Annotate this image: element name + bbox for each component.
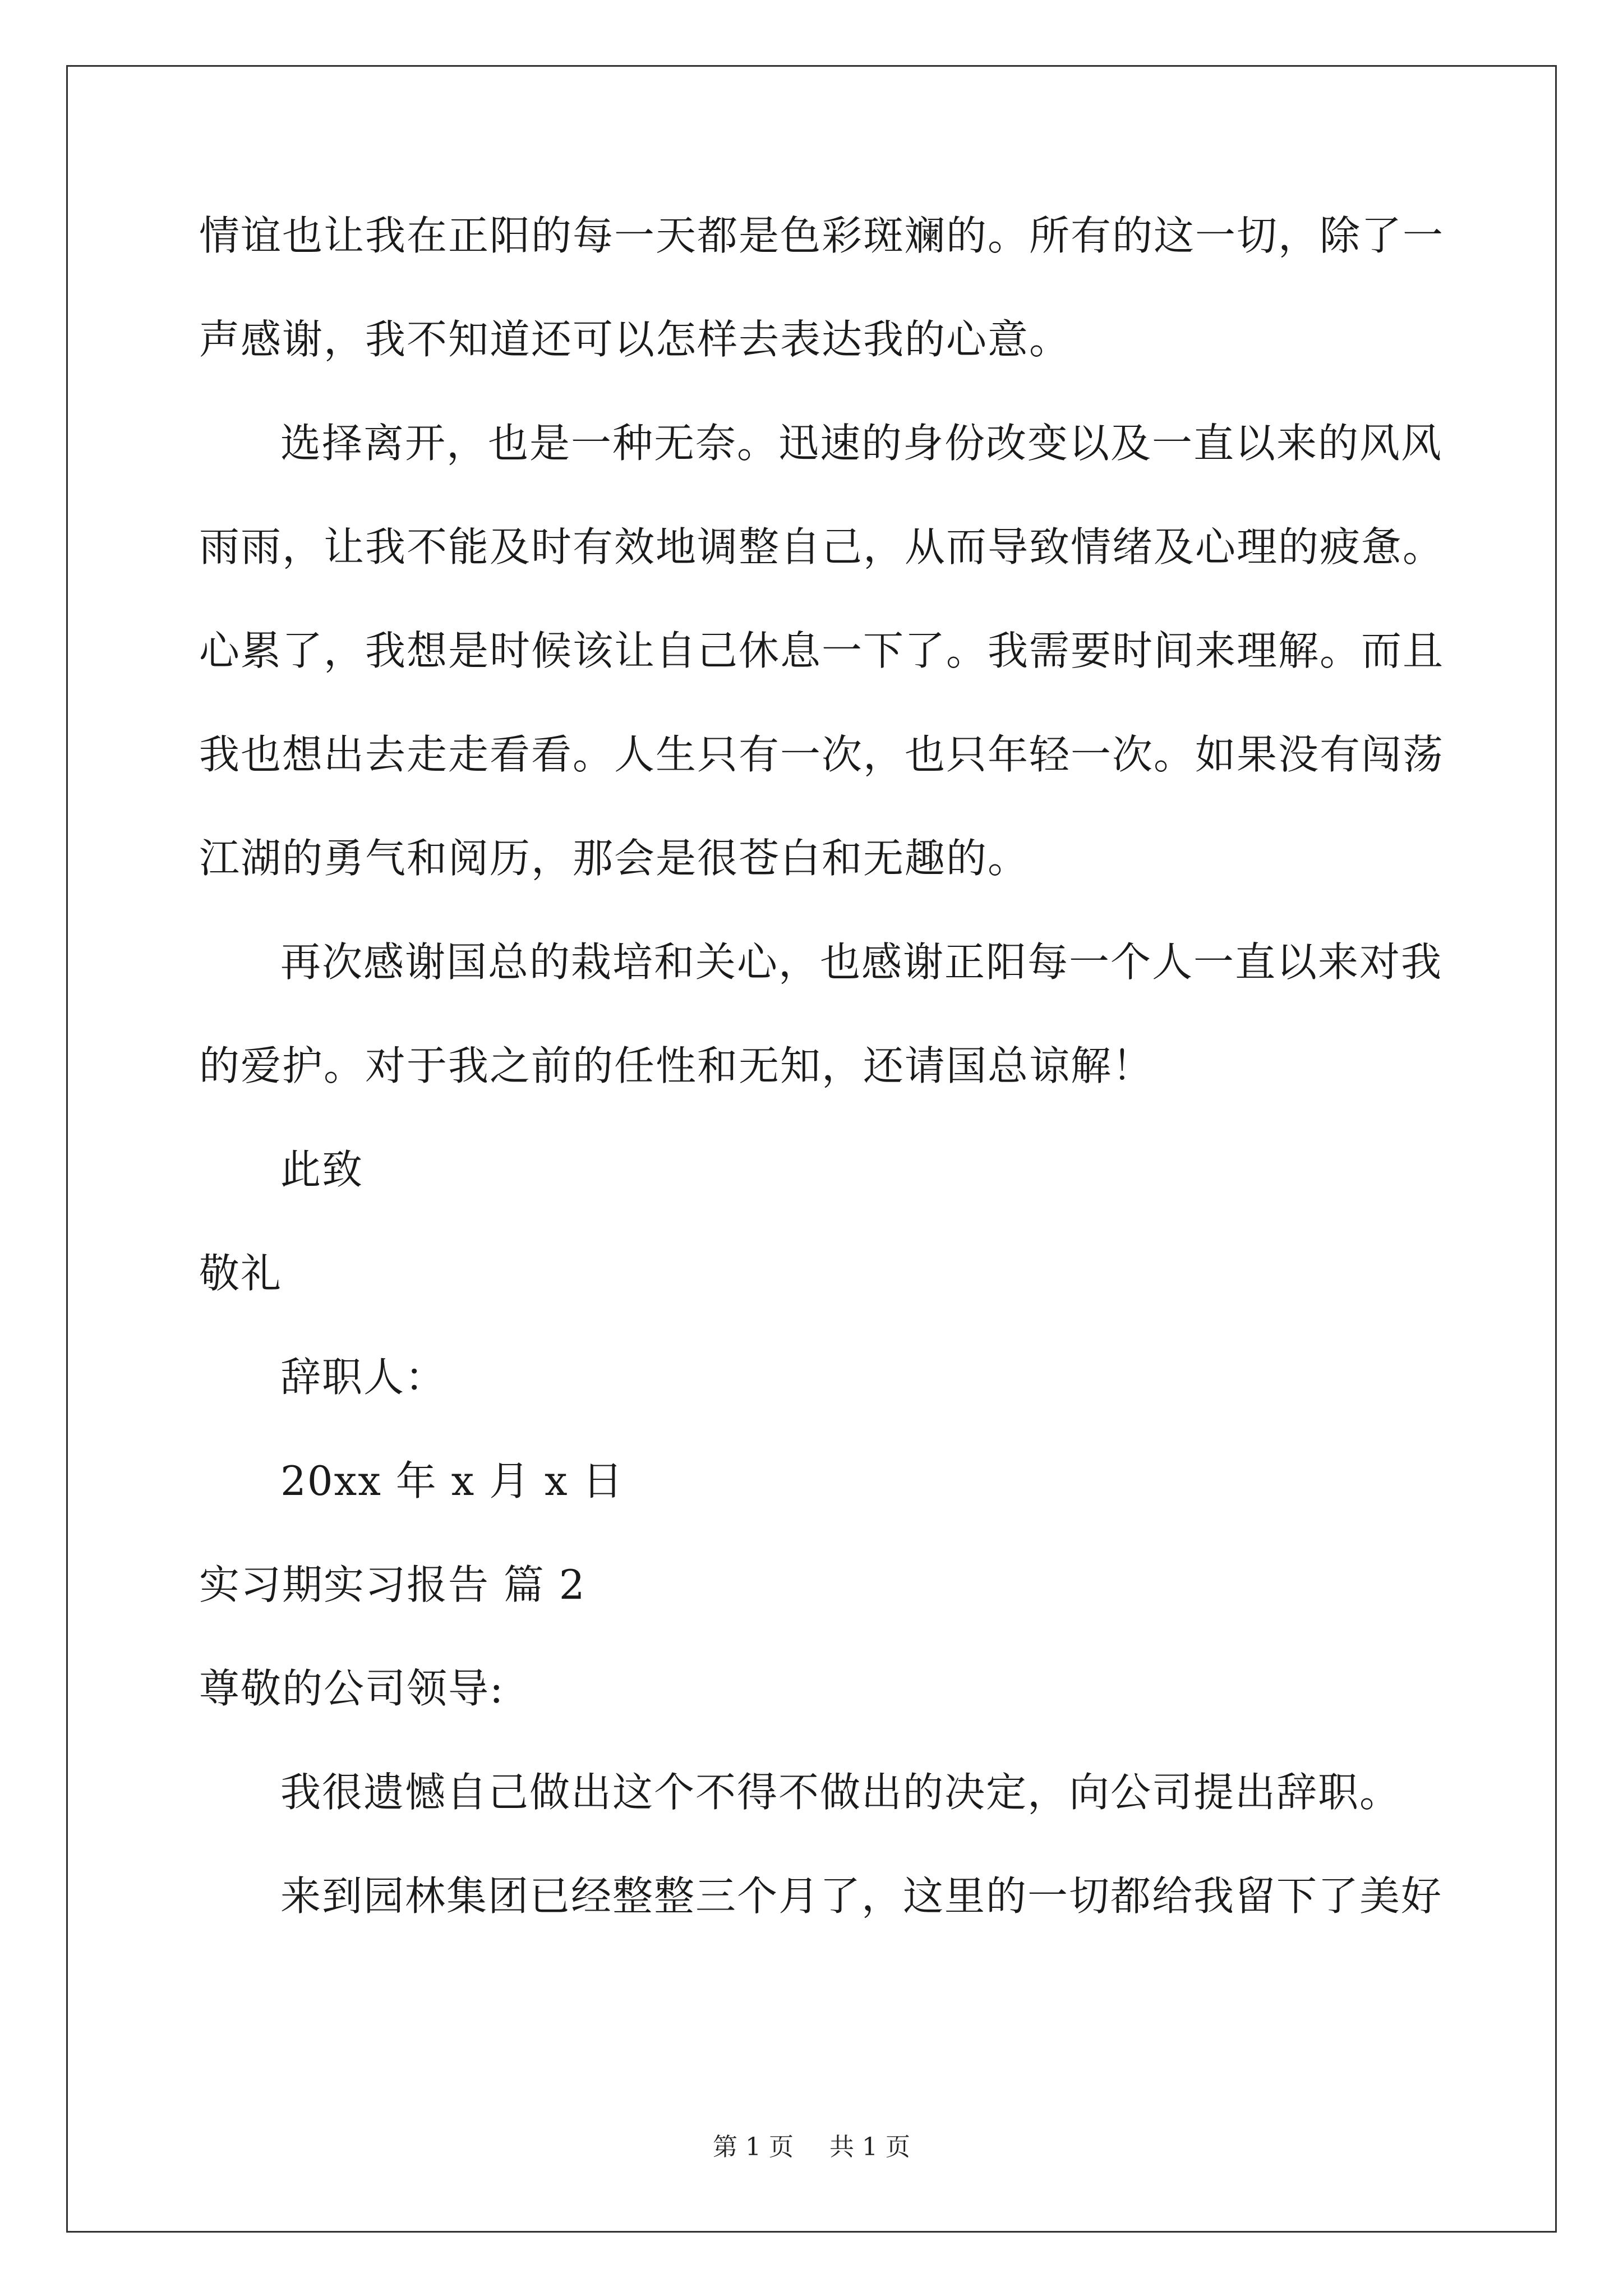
- closing-regards: 敬礼: [199, 1250, 283, 1297]
- text-line-1: 情谊也让我在正阳的每一天都是色彩斑斓的。所有的这一切，除了一: [199, 212, 1445, 259]
- text-line-2: 声感谢，我不知道还可以怎样去表达我的心意。: [199, 316, 1071, 363]
- text-line-17: 来到园林集团已经整整三个月了，这里的一切都给我留下了美好: [280, 1872, 1443, 1920]
- text-line-9: 的爱护。对于我之前的任性和无知，还请国总谅解！: [199, 1042, 1154, 1089]
- text-line-8: 再次感谢国总的栽培和关心，也感谢正阳每一个人一直以来对我: [280, 938, 1443, 986]
- text-line-3: 选择离开，也是一种无奈。迅速的身份改变以及一直以来的风风: [280, 420, 1443, 467]
- text-line-5: 心累了，我想是时候该让自己休息一下了。我需要时间来理解。而且: [199, 627, 1445, 674]
- page-number: 第 1 页: [713, 2133, 794, 2161]
- closing-salutation: 此致: [280, 1146, 364, 1193]
- text-line-6: 我也想出去走走看看。人生只有一次，也只年轻一次。如果没有闯荡: [199, 731, 1445, 778]
- section-heading: 实习期实习报告 篇 2: [199, 1561, 586, 1608]
- page-total: 共 1 页: [829, 2133, 910, 2161]
- signature-label: 辞职人：: [280, 1354, 447, 1401]
- signature-date: 20xx 年 x 月 x 日: [280, 1457, 624, 1504]
- text-line-7: 江湖的勇气和阅历，那会是很苍白和无趣的。: [199, 835, 1030, 882]
- text-line-4: 雨雨，让我不能及时有效地调整自己，从而导致情绪及心理的疲惫。: [199, 523, 1445, 570]
- letter-greeting: 尊敬的公司领导:: [199, 1665, 505, 1712]
- text-line-16: 我很遗憾自己做出这个不得不做出的决定，向公司提出辞职。: [280, 1769, 1401, 1816]
- page-footer: [0, 2131, 1623, 2164]
